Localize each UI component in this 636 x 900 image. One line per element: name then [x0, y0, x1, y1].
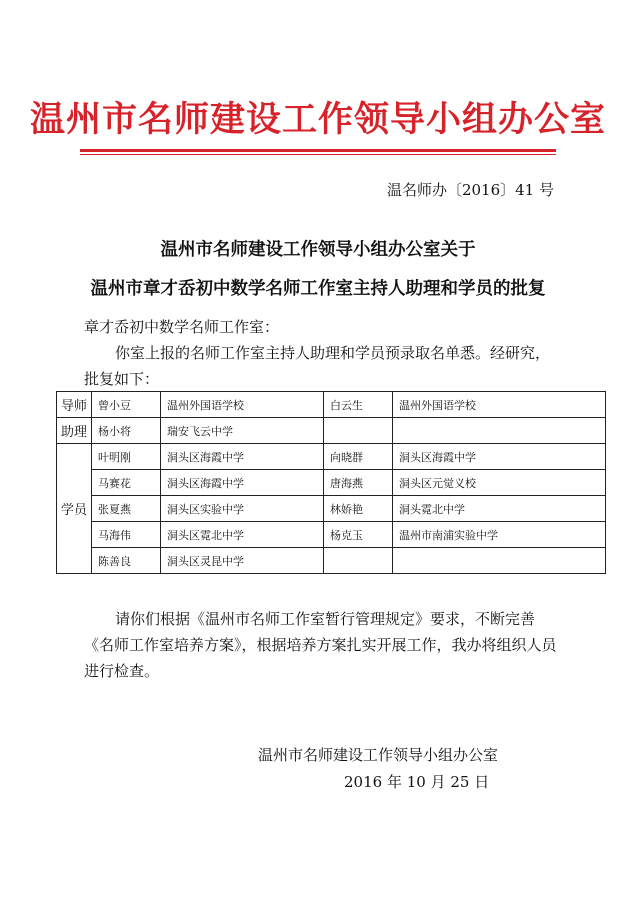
body-paragraph-1: 你室上报的名师工作室主持人助理和学员预录取名单悉。经研究，批复如下： [84, 344, 551, 388]
table-row [57, 444, 606, 470]
table-row [57, 470, 606, 496]
member-school [393, 418, 606, 444]
member-name: 陈善良 [92, 548, 161, 574]
signature-organization: 温州市名师建设工作领导小组办公室 [258, 746, 499, 764]
member-school: 洞头霓北中学 [393, 496, 606, 522]
table-row [57, 548, 606, 574]
member-name: 张夏燕 [92, 496, 161, 522]
member-name [324, 418, 393, 444]
member-name: 唐海燕 [324, 470, 393, 496]
member-name: 杨小将 [92, 418, 161, 444]
letterhead-rule-thick [80, 149, 556, 152]
addressee: 章才岙初中数学名师工作室： [84, 318, 280, 336]
member-school: 瑞安飞云中学 [161, 418, 324, 444]
body-paragraph-2: 请你们根据《温州市名师工作室暂行管理规定》要求，不断完善《名师工作室培养方案》，根据培养方案扎实开展工作，我办将组织人员进行检查。 [84, 610, 557, 680]
letterhead-rule-thin [80, 154, 556, 155]
table-row [57, 392, 606, 418]
letterhead-title: 温州市名师建设工作领导小组办公室 [29, 100, 606, 140]
table-row [57, 496, 606, 522]
member-name: 杨克玉 [324, 522, 393, 548]
member-school: 洞头区灵昆中学 [161, 548, 324, 574]
signature-date: 2016 年 10 月 25 日 [344, 773, 490, 791]
member-name: 马海伟 [92, 522, 161, 548]
document-title-line2: 温州市章才岙初中数学名师工作室主持人助理和学员的批复 [90, 279, 546, 299]
document-number: 温名师办〔2016〕41 号 [386, 181, 554, 199]
category-assistant: 助理 [57, 418, 92, 444]
member-name [324, 548, 393, 574]
member-school: 温州外国语学校 [161, 392, 324, 418]
category-mentor: 导师 [57, 392, 92, 418]
document-title-line1: 温州市名师建设工作领导小组办公室关于 [160, 240, 476, 260]
table-row [57, 418, 606, 444]
table-row [57, 522, 606, 548]
member-name: 林娇艳 [324, 496, 393, 522]
member-name: 马赛花 [92, 470, 161, 496]
member-school: 洞头区海霞中学 [161, 444, 324, 470]
member-school: 洞头区海霞中学 [161, 470, 324, 496]
member-school: 洞头区海霞中学 [393, 444, 606, 470]
member-school [393, 548, 606, 574]
member-school: 温州外国语学校 [393, 392, 606, 418]
roster-table [56, 391, 606, 574]
member-school: 洞头区元觉义校 [393, 470, 606, 496]
member-name: 曾小豆 [92, 392, 161, 418]
member-name: 白云生 [324, 392, 393, 418]
member-name: 叶明刚 [92, 444, 161, 470]
member-school: 温州市南浦实验中学 [393, 522, 606, 548]
member-school: 洞头区霓北中学 [161, 522, 324, 548]
member-school: 洞头区实验中学 [161, 496, 324, 522]
member-name: 向晓群 [324, 444, 393, 470]
category-student: 学员 [57, 444, 92, 574]
